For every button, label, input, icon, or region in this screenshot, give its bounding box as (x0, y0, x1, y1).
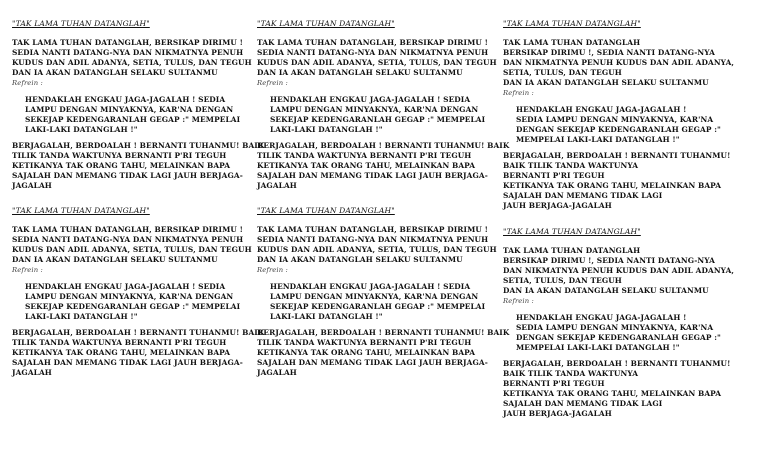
lyric-line: SEKEJAP KEDENGARANLAH GEGAP :" MEMPELAI (25, 302, 241, 311)
song-title: "TAK LAMA TUHAN DATANGLAH" (503, 19, 641, 28)
lyric-line: SAJALAH DAN MEMANG TIDAK LAGI JAUH BERJAGA- (12, 171, 243, 180)
lyric-line: KETIKANYA TAK ORANG TAHU, MELAINKAN BAPA (503, 389, 722, 398)
lyric-line: SAJALAH DAN MEMANG TIDAK LAGI JAUH BERJAGA- (12, 358, 243, 367)
lyric-line: DAN IA AKAN DATANGLAH SELAKU SULTANMU (257, 68, 463, 77)
lyric-line: BERJAGALAH, BERDOALAH ! BERNANTI TUHANMU! BAIK (12, 328, 265, 337)
lyric-line: HENDAKLAH ENGKAU JAGA-JAGALAH ! SEDIA (270, 95, 471, 104)
lyric-line: BERNANTI P'RI TEGUH (503, 171, 605, 180)
lyric-line: TILIK TANDA WAKTUNYA BERNANTI P'RI TEGUH (12, 338, 227, 347)
lyric-line: KUDUS DAN ADIL ADANYA, SETIA, TULUS, DAN TEGUH (12, 245, 252, 254)
lyric-line: DENGAN SEKEJAP KEDENGARANLAH GEGAP :" (516, 333, 721, 342)
lyric-card (257, 206, 509, 378)
lyric-card (12, 19, 264, 191)
lyric-line: LAMPU DENGAN MINYAKNYA, KAR'NA DENGAN (270, 105, 479, 114)
verse-1 (12, 38, 264, 78)
lyric-line: TILIK TANDA WAKTUNYA BERNANTI P'RI TEGUH (257, 338, 472, 347)
lyric-line: JAGALAH (257, 368, 297, 377)
lyric-line: TAK LAMA TUHAN DATANGLAH, BERSIKAP DIRIMU ! (12, 225, 243, 234)
lyric-line: BERNANTI P'RI TEGUH (503, 379, 605, 388)
lyric-line: MEMPELAI LAKI-LAKI DATANGLAH !" (516, 343, 680, 352)
lyric-line: BERJAGALAH, BERDOALAH ! BERNANTI TUHANMU! BAIK (257, 141, 510, 150)
lyric-line: LAKI-LAKI DATANGLAH !" (25, 312, 138, 321)
verse-2 (12, 328, 264, 378)
verse-1 (257, 225, 509, 265)
verse-1 (503, 246, 734, 296)
lyric-line: JAGALAH (257, 181, 297, 190)
lyric-line: SAJALAH DAN MEMANG TIDAK LAGI (503, 191, 663, 200)
refrein-label: Refrein : (257, 79, 288, 87)
lyric-line: KETIKANYA TAK ORANG TAHU, MELAINKAN BAPA (12, 161, 231, 170)
lyric-card (503, 227, 734, 419)
refrein-block (257, 95, 509, 135)
verse-2 (503, 359, 734, 419)
lyric-line: BERJAGALAH, BERDOALAH ! BERNANTI TUHANMU! BAIK (257, 328, 510, 337)
lyric-line: BERJAGALAH, BERDOALAH ! BERNANTI TUHANMU! (503, 359, 731, 368)
lyric-line: LAMPU DENGAN MINYAKNYA, KAR'NA DENGAN (25, 292, 234, 301)
lyric-line: SEDIA NANTI DATANG-NYA DAN NIKMATNYA PENUH (12, 235, 244, 244)
lyric-line: TAK LAMA TUHAN DATANGLAH, BERSIKAP DIRIMU ! (12, 38, 243, 47)
lyric-line: SEDIA LAMPU DENGAN MINYAKNYA, KAR'NA (516, 323, 714, 332)
refrein-label: Refrein : (503, 89, 534, 97)
lyric-line: SETIA, TULUS, DAN TEGUH (503, 68, 622, 77)
lyric-line: LAMPU DENGAN MINYAKNYA, KAR'NA DENGAN (270, 292, 479, 301)
refrein-block (12, 95, 264, 135)
lyric-line: SEDIA LAMPU DENGAN MINYAKNYA, KAR'NA (516, 115, 714, 124)
lyric-card (12, 206, 264, 378)
lyric-line: DAN IA AKAN DATANGLAH SELAKU SULTANMU (12, 255, 218, 264)
lyric-card (257, 19, 509, 191)
lyric-line: BERSIKAP DIRIMU !, SEDIA NANTI DATANG-NYA (503, 48, 716, 57)
lyric-line: DAN IA AKAN DATANGLAH SELAKU SULTANMU (503, 286, 709, 295)
lyric-line: KETIKANYA TAK ORANG TAHU, MELAINKAN BAPA (257, 348, 476, 357)
lyric-line: KETIKANYA TAK ORANG TAHU, MELAINKAN BAPA (257, 161, 476, 170)
lyric-line: SEDIA NANTI DATANG-NYA DAN NIKMATNYA PENUH (257, 235, 489, 244)
lyric-line: KUDUS DAN ADIL ADANYA, SETIA, TULUS, DAN TEGUH (257, 245, 497, 254)
lyric-line: LAKI-LAKI DATANGLAH !" (270, 312, 383, 321)
lyric-line: JAUH BERJAGA-JAGALAH (503, 409, 612, 418)
song-title: "TAK LAMA TUHAN DATANGLAH" (257, 206, 395, 215)
lyric-line: DAN IA AKAN DATANGLAH SELAKU SULTANMU (257, 255, 463, 264)
lyric-line: TAK LAMA TUHAN DATANGLAH, BERSIKAP DIRIMU ! (257, 38, 488, 47)
verse-2 (12, 141, 264, 191)
lyric-line: SEKEJAP KEDENGARANLAH GEGAP :" MEMPELAI (25, 115, 241, 124)
verse-2 (503, 151, 734, 211)
lyric-line: SETIA, TULUS, DAN TEGUH (503, 276, 622, 285)
song-title: "TAK LAMA TUHAN DATANGLAH" (12, 206, 150, 215)
lyric-line: SEDIA NANTI DATANG-NYA DAN NIKMATNYA PENUH (257, 48, 489, 57)
refrein-block (503, 105, 734, 145)
refrein-label: Refrein : (503, 297, 534, 305)
lyric-line: KUDUS DAN ADIL ADANYA, SETIA, TULUS, DAN TEGUH (12, 58, 252, 67)
lyric-line: SAJALAH DAN MEMANG TIDAK LAGI JAUH BERJAGA- (257, 171, 488, 180)
verse-1 (257, 38, 509, 78)
lyric-line: TILIK TANDA WAKTUNYA BERNANTI P'RI TEGUH (12, 151, 227, 160)
lyric-line: TAK LAMA TUHAN DATANGLAH (503, 38, 641, 47)
lyric-line: BAIK TILIK TANDA WAKTUNYA (503, 161, 639, 170)
lyric-line: SEKEJAP KEDENGARANLAH GEGAP :" MEMPELAI (270, 115, 486, 124)
lyric-line: JAGALAH (12, 368, 52, 377)
lyric-line: LAMPU DENGAN MINYAKNYA, KAR'NA DENGAN (25, 105, 234, 114)
lyric-line: BERJAGALAH, BERDOALAH ! BERNANTI TUHANMU! (503, 151, 731, 160)
refrein-label: Refrein : (257, 266, 288, 274)
song-title: "TAK LAMA TUHAN DATANGLAH" (257, 19, 395, 28)
lyric-line: HENDAKLAH ENGKAU JAGA-JAGALAH ! SEDIA (25, 282, 226, 291)
lyric-line: HENDAKLAH ENGKAU JAGA-JAGALAH ! SEDIA (25, 95, 226, 104)
lyric-line: TILIK TANDA WAKTUNYA BERNANTI P'RI TEGUH (257, 151, 472, 160)
verse-1 (12, 225, 264, 265)
lyric-line: TAK LAMA TUHAN DATANGLAH (503, 246, 641, 255)
lyric-line: KETIKANYA TAK ORANG TAHU, MELAINKAN BAPA (503, 181, 722, 190)
refrein-block (503, 313, 734, 353)
lyric-line: KETIKANYA TAK ORANG TAHU, MELAINKAN BAPA (12, 348, 231, 357)
lyric-line: BERJAGALAH, BERDOALAH ! BERNANTI TUHANMU! BAIK (12, 141, 265, 150)
lyric-line: SAJALAH DAN MEMANG TIDAK LAGI JAUH BERJAGA- (257, 358, 488, 367)
lyric-line: SEKEJAP KEDENGARANLAH GEGAP :" MEMPELAI (270, 302, 486, 311)
lyric-card (503, 19, 734, 211)
refrein-label: Refrein : (12, 266, 43, 274)
verse-1 (503, 38, 734, 88)
lyric-line: BAIK TILIK TANDA WAKTUNYA (503, 369, 639, 378)
lyric-line: LAKI-LAKI DATANGLAH !" (25, 125, 138, 134)
lyric-line: JAGALAH (12, 181, 52, 190)
lyric-line: DAN NIKMATNYA PENUH KUDUS DAN ADIL ADANYA, (503, 58, 735, 67)
verse-2 (257, 328, 509, 378)
lyric-line: SEDIA NANTI DATANG-NYA DAN NIKMATNYA PENUH (12, 48, 244, 57)
lyric-line: HENDAKLAH ENGKAU JAGA-JAGALAH ! (516, 313, 687, 322)
lyric-line: DAN NIKMATNYA PENUH KUDUS DAN ADIL ADANYA, (503, 266, 735, 275)
lyric-line: BERSIKAP DIRIMU !, SEDIA NANTI DATANG-NYA (503, 256, 716, 265)
lyric-line: DAN IA AKAN DATANGLAH SELAKU SULTANMU (12, 68, 218, 77)
lyric-line: HENDAKLAH ENGKAU JAGA-JAGALAH ! (516, 105, 687, 114)
lyric-line: LAKI-LAKI DATANGLAH !" (270, 125, 383, 134)
verse-2 (257, 141, 509, 191)
lyric-line: HENDAKLAH ENGKAU JAGA-JAGALAH ! SEDIA (270, 282, 471, 291)
song-title: "TAK LAMA TUHAN DATANGLAH" (503, 227, 641, 236)
lyric-line: DENGAN SEKEJAP KEDENGARANLAH GEGAP :" (516, 125, 721, 134)
lyric-line: KUDUS DAN ADIL ADANYA, SETIA, TULUS, DAN TEGUH (257, 58, 497, 67)
refrein-label: Refrein : (12, 79, 43, 87)
lyric-line: DAN IA AKAN DATANGLAH SELAKU SULTANMU (503, 78, 709, 87)
refrein-block (12, 282, 264, 322)
refrein-block (257, 282, 509, 322)
lyric-line: TAK LAMA TUHAN DATANGLAH, BERSIKAP DIRIMU ! (257, 225, 488, 234)
song-title: "TAK LAMA TUHAN DATANGLAH" (12, 19, 150, 28)
lyric-line: MEMPELAI LAKI-LAKI DATANGLAH !" (516, 135, 680, 144)
lyric-line: JAUH BERJAGA-JAGALAH (503, 201, 612, 210)
lyric-line: SAJALAH DAN MEMANG TIDAK LAGI (503, 399, 663, 408)
